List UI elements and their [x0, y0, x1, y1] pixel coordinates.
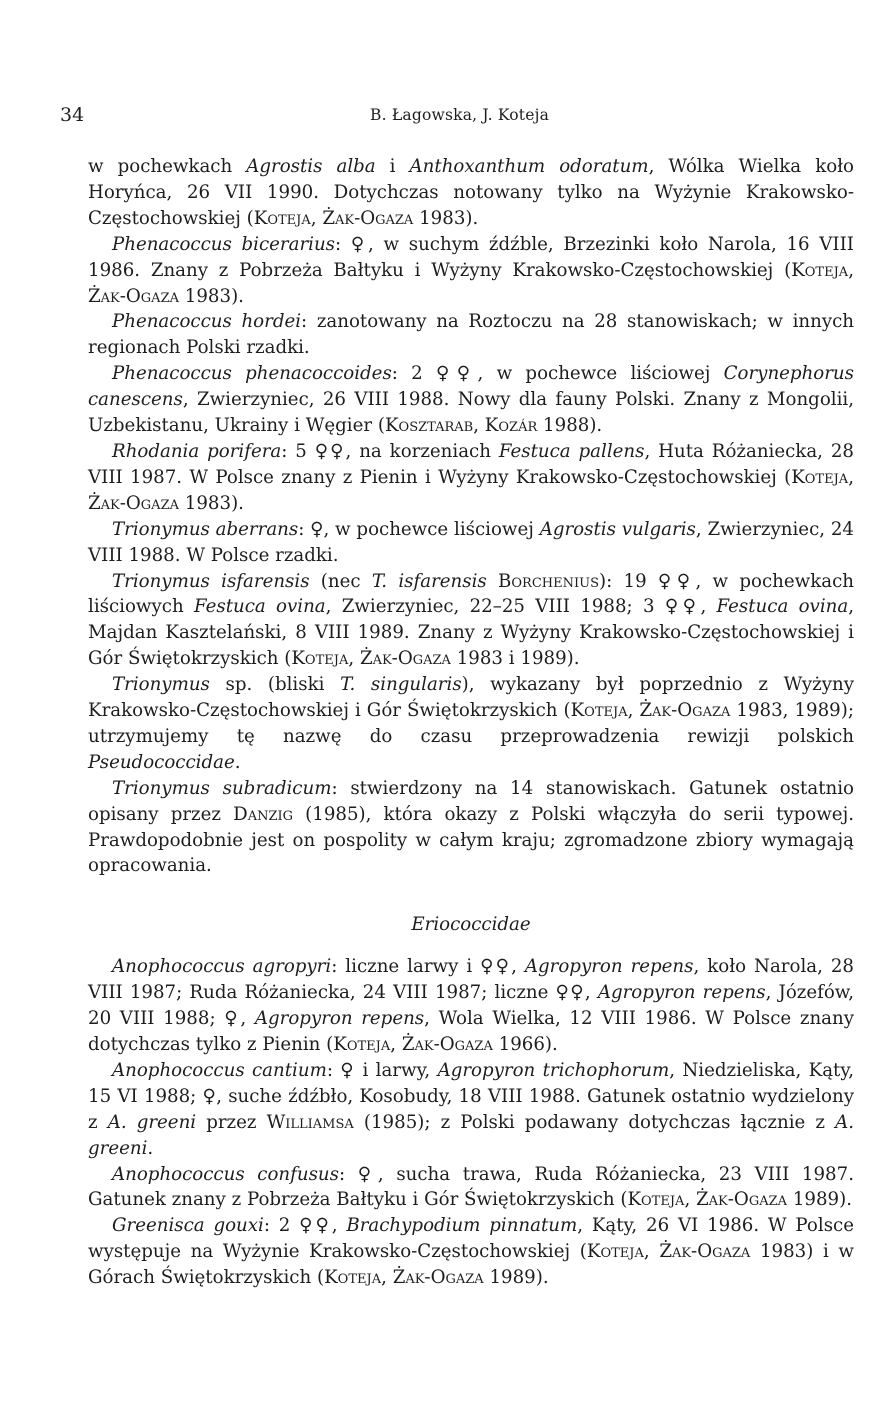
- page-number: 34: [60, 104, 85, 126]
- running-head: B. Łagowska, J. Koteja: [370, 106, 550, 124]
- species-name: Phenacoccus bicerarius: [112, 233, 336, 255]
- species-entry: Trionymus subradicum: stwierdzony na 14 stanowiskach. Gatunek ostatnio opisany przez Danzig (1985), która okazy z Polski włączyła do serii typowej. Prawdopodobnie jest on pospolity w całym kraju; zgromadzone zbiory wymagają opracowania.: [88, 777, 854, 877]
- species-name: Anophococcus cantium: [112, 1059, 327, 1081]
- species-name: Phenacoccus hordei: [112, 311, 302, 333]
- paragraph-continuation: w pochewkach Agrostis alba i Anthoxanthum odoratum, Wólka Wielka koło Horyńca, 26 VII 1990. Dotychczas notowany tylko na Wyżynie Krakowsko-Częstochowskiej (Koteja, Żak-Ogaza 1983).: [88, 156, 855, 229]
- species-entry: Phenacoccus hordei: zanotowany na Roztoczu na 28 stanowiskach; w innych regionach Polski rzadki.: [88, 311, 854, 359]
- species-name: Anophococcus agropyri: [112, 956, 332, 978]
- species-name: Trionymus subradicum: [112, 777, 332, 799]
- species-entry: Anophococcus confusus: ♀, sucha trawa, Ruda Różaniecka, 23 VIII 1987. Gatunek znany z Pobrzeża Bałtyku i Gór Świętokrzyskich (Koteja, Żak-Ogaza 1989).: [88, 1163, 854, 1211]
- species-entry: Trionymus isfarensis (nec T. isfarensis Borchenius): 19 ♀♀, w pochewkach liściowych Festuca ovina, Zwierzyniec, 22–25 VIII 1988; 3 ♀♀, Festuca ovina, Majdan Kasztelański, 8 VIII 1989. Znany z Wyżyny Krakowsko-Częstochowskiej i Gór Świętokrzyskich (Koteja, Żak-Ogaza 1983 i 1989).: [88, 570, 854, 670]
- species-entry: Trionymus sp. (bliski T. singularis), wykazany był poprzednio z Wyżyny Krakowsko-Częstochowskiej i Gór Świętokrzyskich (Koteja, Żak-Ogaza 1983, 1989); utrzymujemy tę nazwę do czasu przeprowadzenia rewizji polskich Pseudococcidae.: [88, 674, 854, 773]
- page-header: [60, 104, 830, 134]
- species-name: Trionymus aberrans: [112, 518, 299, 540]
- species-entry: Greenisca gouxi: 2 ♀♀, Brachypodium pinnatum, Kąty, 26 VI 1986. W Polsce występuje na Wyżynie Krakowsko-Częstochowskiej (Koteja, Żak-Ogaza 1983) i w Górach Świętokrzyskich (Koteja, Żak-Ogaza 1989).: [88, 1215, 854, 1289]
- species-name: Trionymus isfarensis: [112, 570, 310, 592]
- section-title: Eriococcidae: [411, 914, 531, 936]
- species-entry: Anophococcus cantium: ♀ i larwy, Agropyron trichophorum, Niedzieliska, Kąty, 15 VI 1988; ♀, suche źdźbło, Kosobudy, 18 VIII 1988. Gatunek ostatnio wydzielony z A. greeni przez Williamsa (1985); z Polski podawany dotychczas łącznie z A. greeni.: [88, 1059, 854, 1159]
- species-entry: Phenacoccus phenacoccoides: 2 ♀♀, w pochewce liściowej Corynephorus canescens, Zwierzyniec, 26 VIII 1988. Nowy dla fauny Polski. Znany z Mongolii, Uzbekistanu, Ukrainy i Węgier (Kosztarab, Kozár 1988).: [88, 363, 854, 437]
- species-entry: Phenacoccus bicerarius: ♀, w suchym źdźble, Brzezinki koło Narola, 16 VIII 1986. Znany z Pobrzeża Bałtyku i Wyżyny Krakowsko-Częstochowskiej (Koteja, Żak-Ogaza 1983).: [88, 233, 854, 307]
- species-name: Phenacoccus phenacoccoides: [112, 363, 392, 385]
- species-entry: Rhodania porifera: 5 ♀♀, na korzeniach Festuca pallens, Huta Różaniecka, 28 VIII 1987. W Polsce znany z Pienin i Wyżyny Krakowsko-Częstochowskiej (Koteja, Żak-Ogaza 1983).: [88, 440, 854, 514]
- species-name: Trionymus: [112, 674, 210, 696]
- body-text: [88, 154, 854, 1291]
- species-entry: Trionymus aberrans: ♀, w pochewce liściowej Agrostis vulgaris, Zwierzyniec, 24 VIII 1988. W Polsce rzadki.: [88, 518, 854, 566]
- species-name: Anophococcus confusus: [112, 1163, 339, 1185]
- species-name: Rhodania porifera: [112, 440, 282, 462]
- species-entry: Anophococcus agropyri: liczne larwy i ♀♀, Agropyron repens, koło Narola, 28 VIII 1987; Ruda Różaniecka, 24 VIII 1987; liczne ♀♀, Agropyron repens, Józefów, 20 VIII 1988; ♀, Agropyron repens, Wola Wielka, 12 VIII 1986. W Polsce znany dotychczas tylko z Pienin (Koteja, Żak-Ogaza 1966).: [88, 956, 855, 1055]
- species-name: Greenisca gouxi: [112, 1215, 264, 1237]
